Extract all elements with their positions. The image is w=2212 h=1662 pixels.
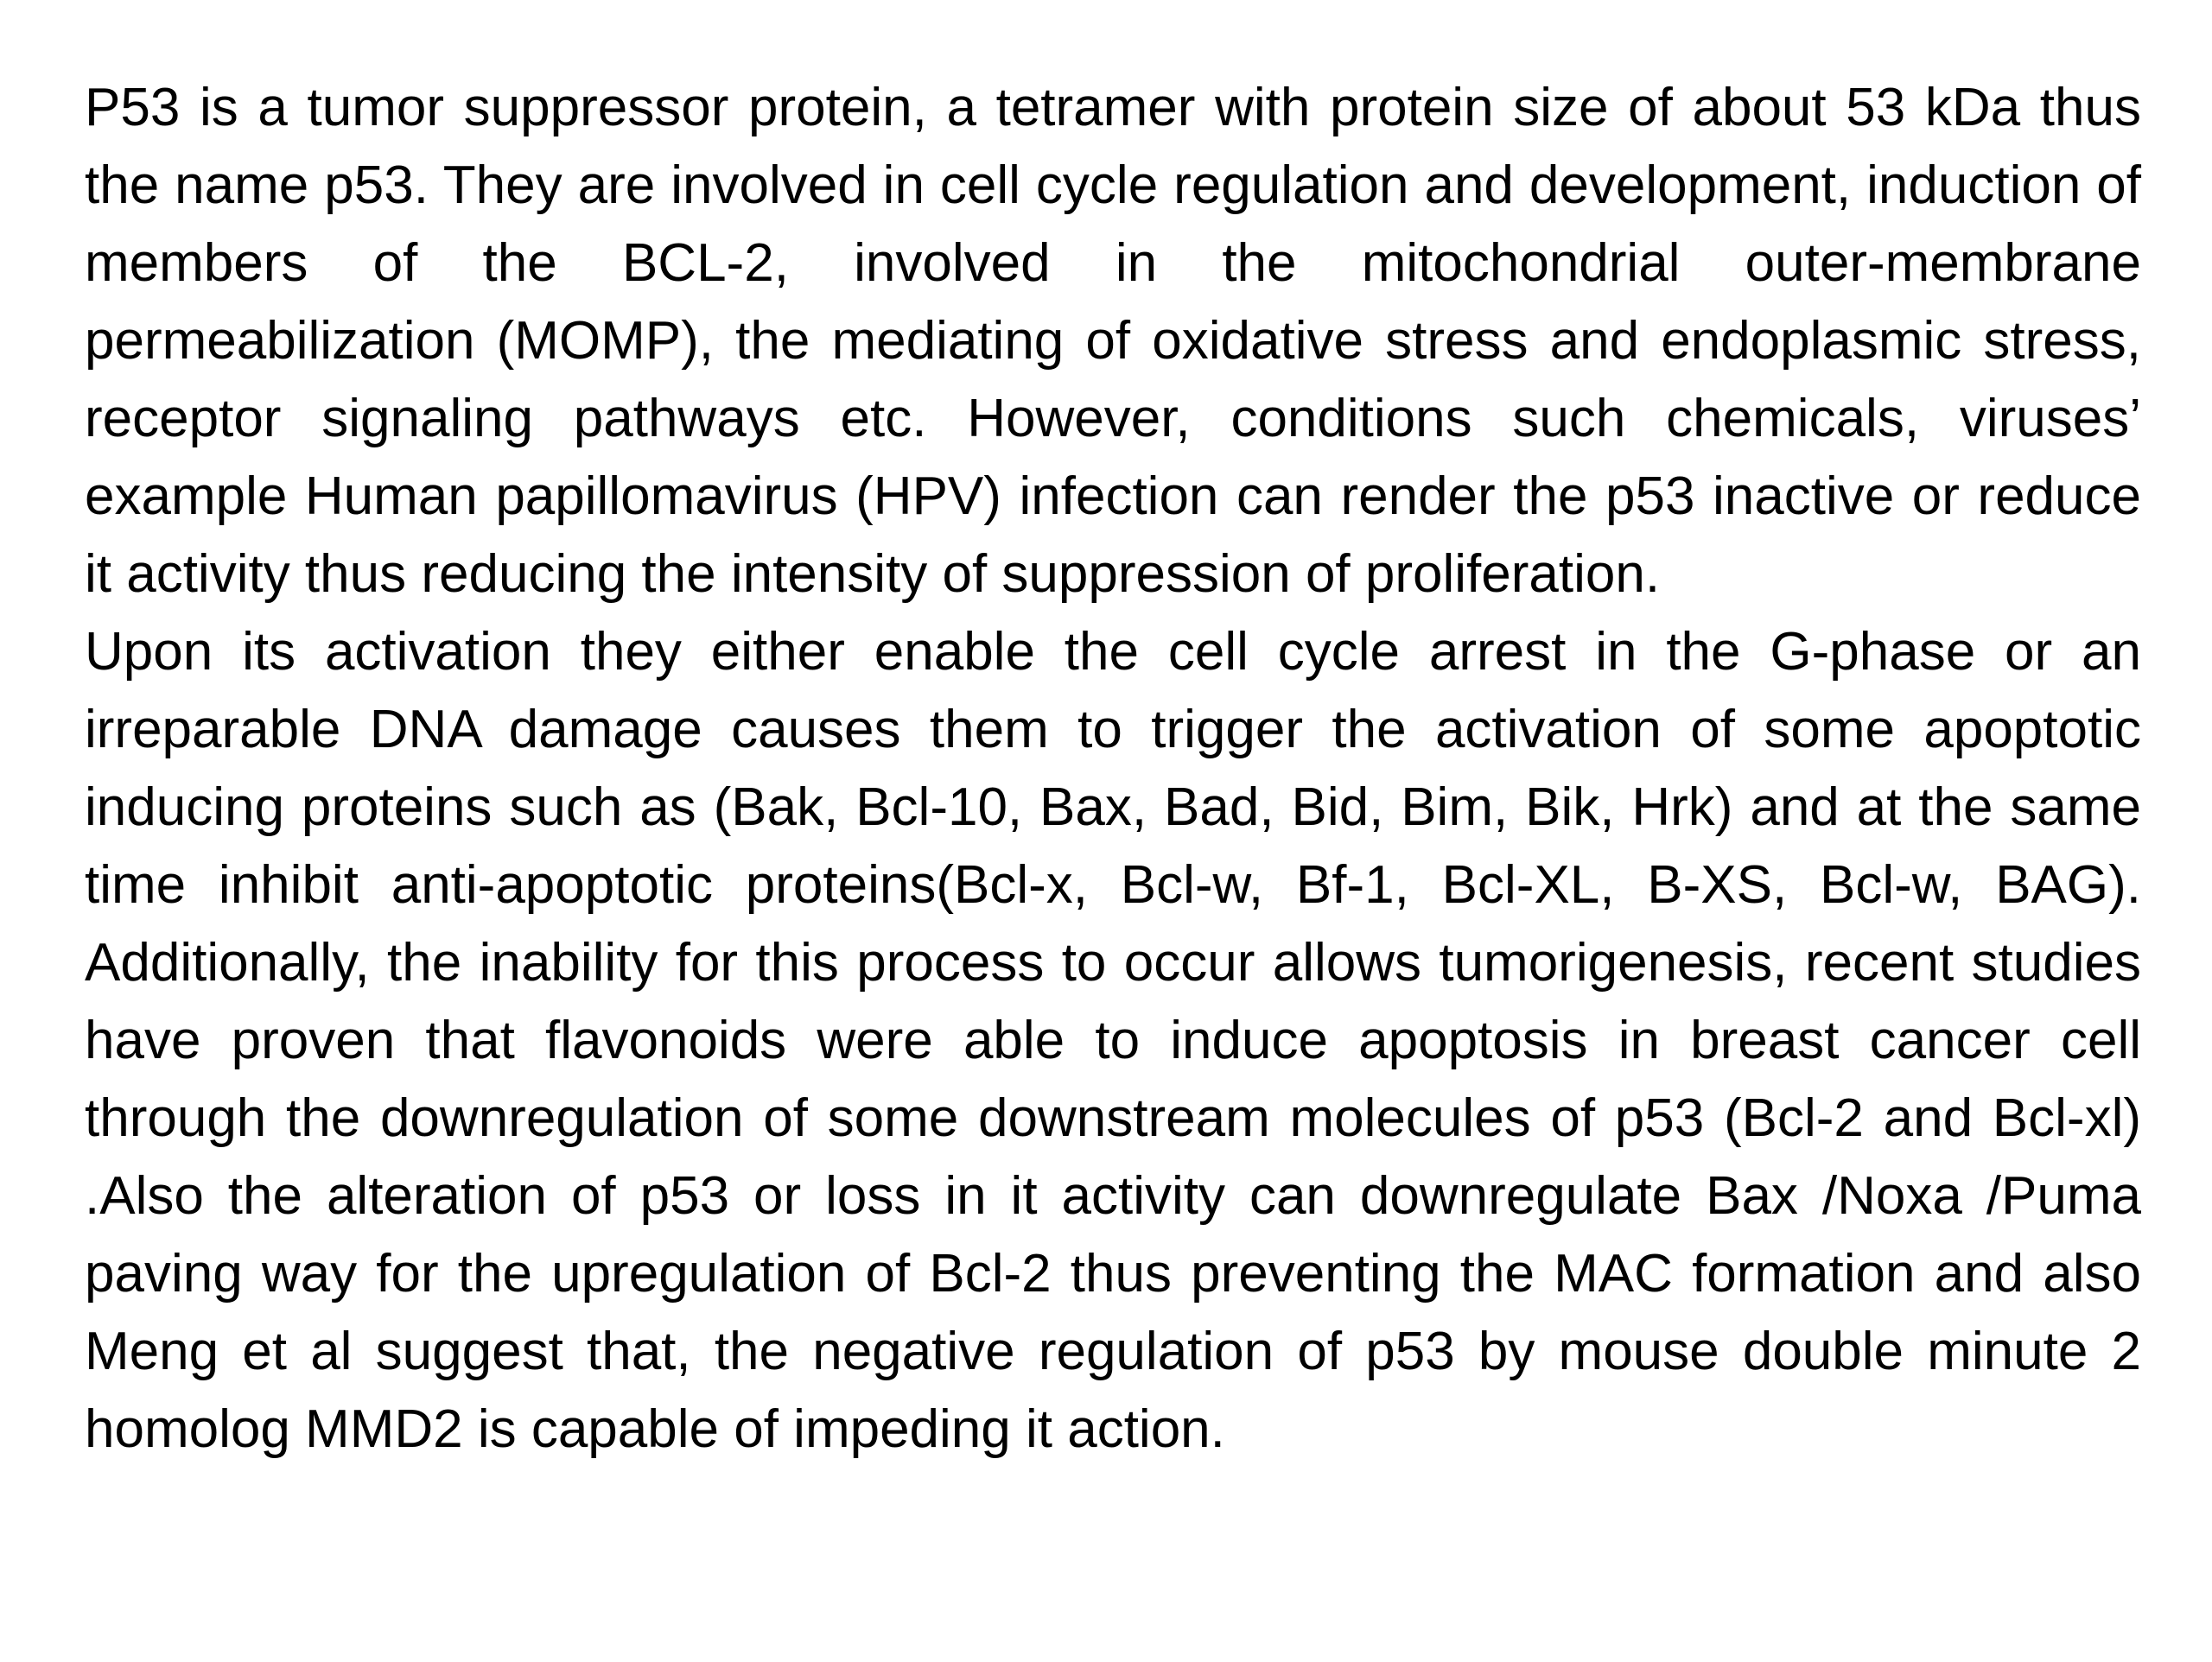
document-body <box>85 69 2141 1469</box>
paragraph-p53-activation: Upon its activation they either enable the cell cycle arrest in the G-phase or an irreparable DNA damage causes them to trigger the activation of some apoptotic inducing proteins such as (Bak, Bcl-10, Bax, Bad, Bid, Bim, Bik, Hrk) and at the same time inhibit anti-apoptotic proteins(Bcl-x, Bcl-w, Bf-1, Bcl-XL, B-XS, Bcl-w, BAG). Additionally, the inability for this process to occur allows tumorigenesis, recent studies have proven that flavonoids were able to induce apoptosis in breast cancer cell through the downregulation of some downstream molecules of p53 (Bcl-2 and Bcl-xl) .Also the alteration of p53 or loss in it activity can downregulate Bax /Noxa /Puma paving way for the upregulation of Bcl-2 thus preventing the MAC formation and also Meng et al suggest that, the negative regulation of p53 by mouse double minute 2 homolog MMD2 is capable of impeding it action. <box>85 622 2141 1459</box>
paragraph-p53-overview: P53 is a tumor suppressor protein, a tetramer with protein size of about 53 kDa thus the name p53. They are involved in cell cycle regulation and development, induction of members of the BCL-2, involved in the mitochondrial outer-membrane permeabilization (MOMP), the mediating of oxidative stress and endoplasmic stress, receptor signaling pathways etc. However, conditions such chemicals, viruses’ example Human papillomavirus (HPV) infection can render the p53 inactive or reduce it activity thus reducing the intensity of suppression of proliferation. <box>85 78 2141 604</box>
